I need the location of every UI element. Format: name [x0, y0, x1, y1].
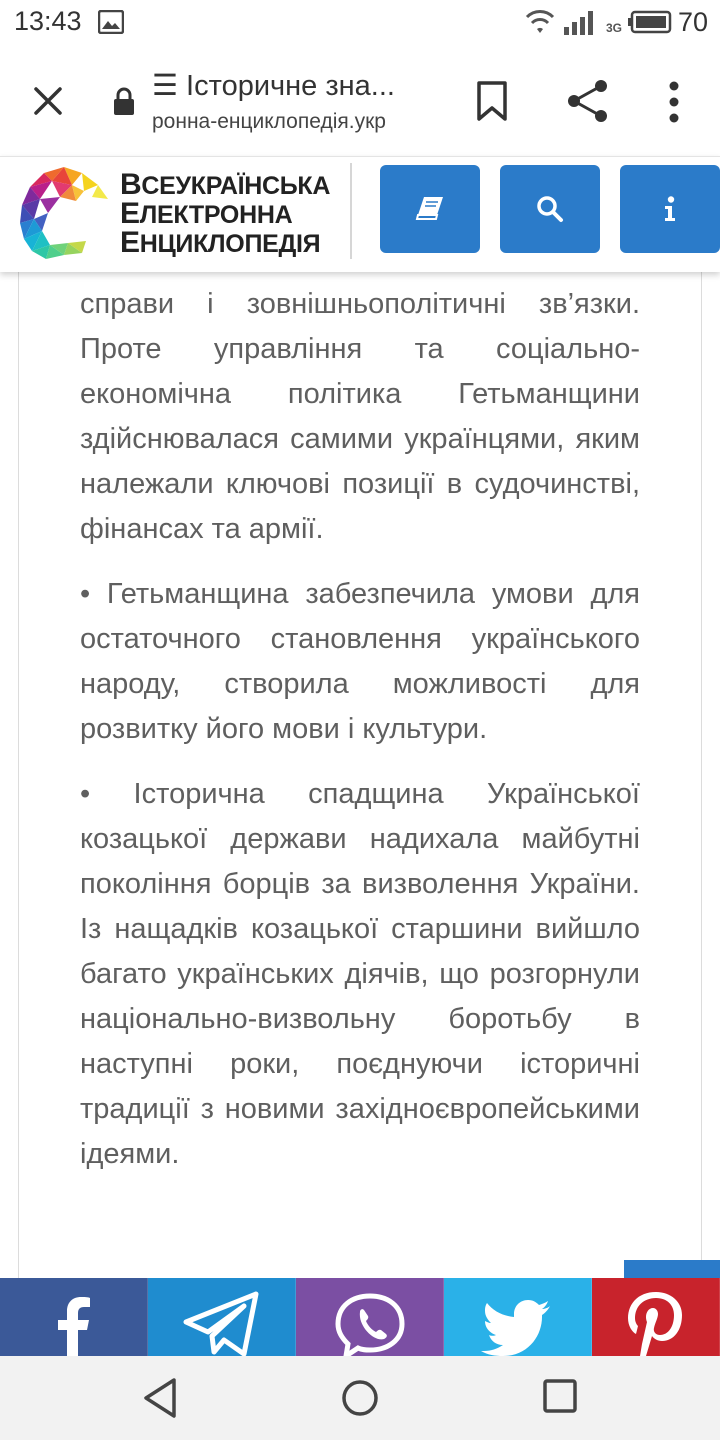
image-notification-icon [98, 10, 124, 34]
lock-icon[interactable] [112, 86, 136, 116]
logo-line-3: ЕНЦИКЛОПЕДІЯ [120, 226, 321, 259]
catalog-button[interactable] [380, 165, 480, 253]
status-indicators [524, 6, 708, 38]
url-text[interactable]: ронна-енциклопедія.укр [152, 110, 386, 133]
twitter-share-button[interactable] [444, 1278, 592, 1356]
back-icon[interactable] [140, 1376, 180, 1420]
twitter-icon [478, 1278, 558, 1356]
pinterest-share-button[interactable] [592, 1278, 720, 1356]
browser-toolbar [0, 46, 720, 156]
scroll-to-top-button[interactable] [624, 1260, 720, 1280]
social-share-bar [0, 1278, 720, 1356]
status-bar [0, 0, 720, 46]
search-button[interactable] [500, 165, 600, 253]
more-options-icon[interactable] [660, 80, 688, 124]
share-icon[interactable] [566, 78, 610, 124]
wifi-icon [524, 9, 556, 35]
recent-apps-icon[interactable] [542, 1378, 578, 1414]
logo-line-1: ВСЕУКРАЇНСЬКА [120, 168, 331, 201]
info-button[interactable] [620, 165, 720, 253]
battery-level: 70 [677, 6, 708, 37]
info-icon [663, 196, 677, 222]
system-navigation-bar [0, 1356, 720, 1440]
battery-icon [628, 10, 672, 34]
page-title[interactable]: ☰ Історичне зна... [152, 70, 395, 102]
home-icon[interactable] [340, 1378, 380, 1418]
viber-icon [330, 1278, 410, 1356]
article-paragraph: • Гетьманщина забезпечила умови для остаточного становлення українського народу, створила можливості для розвитку його мови і культури. [80, 578, 640, 745]
telegram-icon [182, 1278, 262, 1356]
article-paragraph: • Історична спадщина Української козацької держави надихала майбутні покоління борців за визволення України. Із нащадків козацької старшини вийшло багато українських діячів, що розгорнули національно-визвольну боротьбу в наступні роки, поєднуючи історичні традиції з новими західноєвропейськими ідеями. [80, 778, 640, 1170]
signal-icon [562, 9, 600, 35]
facebook-icon [54, 1278, 94, 1356]
bookmark-icon[interactable] [474, 80, 510, 122]
logo-mark-icon [16, 163, 112, 263]
site-logo[interactable] [16, 163, 346, 263]
article-body [80, 282, 640, 1197]
pinterest-icon [620, 1278, 692, 1356]
viber-share-button[interactable] [296, 1278, 444, 1356]
close-icon[interactable] [28, 81, 68, 121]
logo-line-2: ЕЛЕКТРОННА [120, 197, 293, 230]
facebook-share-button[interactable] [0, 1278, 148, 1356]
header-divider [350, 163, 352, 259]
site-header [0, 156, 720, 272]
logo-text [120, 168, 331, 259]
telegram-share-button[interactable] [148, 1278, 296, 1356]
status-time: 13:43 [14, 6, 82, 36]
network-type: 3G [605, 21, 622, 35]
book-icon [415, 195, 445, 223]
article-paragraph: справи і зовнішньополітичні зв’язки. Проте управління та соціально-економічна політика Гетьманщини здійснювалася самими українцями, яким належали ключові позиції в судочинстві, фінансах та армії. [80, 288, 640, 545]
search-icon [536, 195, 564, 223]
